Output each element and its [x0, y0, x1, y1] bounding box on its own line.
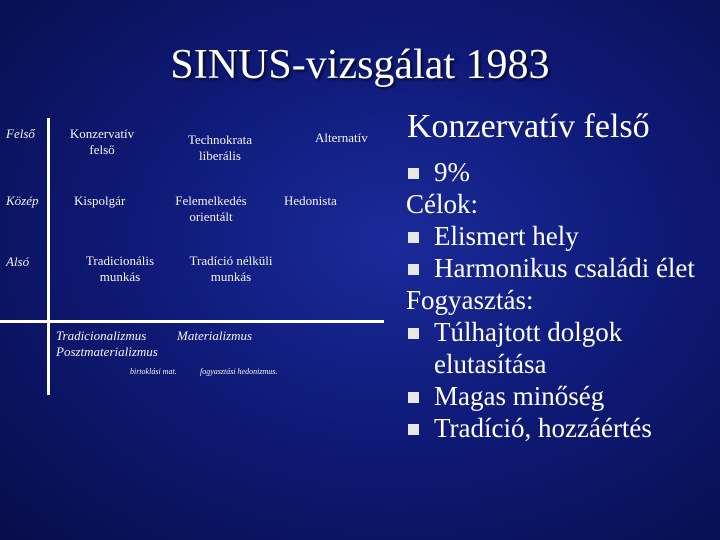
row-label-middle: Közép	[6, 193, 39, 208]
cell-technokrata-line2: liberális	[199, 148, 241, 163]
panel-heading: Konzervatív felső	[407, 108, 650, 145]
cell-tradicionalis-line2: munkás	[99, 269, 141, 284]
square-bullet-icon	[408, 232, 419, 243]
panel-item-text: Tradíció, hozzáértés	[434, 413, 652, 443]
axis-label-materializmus: Materializmus	[177, 328, 253, 343]
cell-felemelkedes-line1: Felemelkedés	[175, 193, 247, 208]
panel-item-text: elutasítása	[434, 349, 547, 379]
panel-list-item	[406, 348, 716, 380]
panel-item-text: 9%	[434, 157, 470, 187]
panel-item-text: Magas minőség	[434, 381, 605, 411]
cell-felemelkedes-orientalt	[156, 193, 266, 225]
cell-konzervativ-felso-line1: Konzervatív	[69, 126, 135, 141]
panel-list	[406, 156, 716, 444]
row-label-lower: Alsó	[6, 254, 30, 269]
axis-note-fogyasztasi: fogyasztási hedonizmus.	[200, 367, 278, 376]
panel-section-label	[406, 188, 716, 220]
square-bullet-icon	[408, 392, 419, 403]
cell-tradicio-nelkuli-line2: munkás	[210, 269, 252, 284]
cell-tradicio-nelkuli-line1: Tradíció nélküli	[189, 253, 273, 268]
axis-label-tradicionalizmus: Tradicionalizmus	[56, 328, 147, 343]
square-bullet-icon	[408, 264, 419, 275]
cell-tradicio-nelkuli-munkas	[176, 253, 286, 285]
panel-list-item	[406, 252, 716, 284]
panel-item-text: Harmonikus családi élet	[434, 253, 695, 283]
square-bullet-icon	[408, 424, 419, 435]
cell-kispolgar: Kispolgár	[74, 193, 126, 208]
cell-hedonista: Hedonista	[284, 193, 337, 208]
panel-list-item	[406, 380, 716, 412]
cell-konzervativ-felso-line2: felső	[89, 142, 115, 157]
cell-felemelkedes-line2: orientált	[189, 209, 233, 224]
cell-tradicionalis-line1: Tradicionális	[85, 253, 155, 268]
panel-list-item	[406, 316, 716, 348]
horizontal-axis-line	[0, 320, 384, 323]
panel-list-item	[406, 412, 716, 444]
cell-technokrata-liberalis	[170, 132, 270, 164]
panel-item-text: Célok:	[406, 189, 478, 219]
square-bullet-icon	[408, 168, 419, 179]
panel-item-text: Elismert hely	[434, 221, 579, 251]
cell-alternativ: Alternatív	[315, 130, 368, 145]
panel-list-item	[406, 220, 716, 252]
axis-note-birtoklasi: birtoklási mat.	[130, 367, 177, 376]
panel-item-text: Túlhajtott dolgok	[434, 317, 623, 347]
slide-title: SINUS-vizsgálat 1983	[170, 42, 550, 88]
square-bullet-icon	[408, 328, 419, 339]
cell-technokrata-line1: Technokrata	[187, 132, 253, 147]
cell-konzervativ-felso	[52, 126, 152, 158]
panel-item-text: Fogyasztás:	[406, 285, 534, 315]
panel-list-item	[406, 156, 716, 188]
cell-tradicionalis-munkas	[70, 253, 170, 285]
axis-label-posztmaterializmus: Posztmaterializmus	[56, 344, 158, 359]
row-label-upper: Felső	[6, 126, 35, 141]
vertical-axis-line	[47, 118, 50, 395]
panel-section-label	[406, 284, 716, 316]
